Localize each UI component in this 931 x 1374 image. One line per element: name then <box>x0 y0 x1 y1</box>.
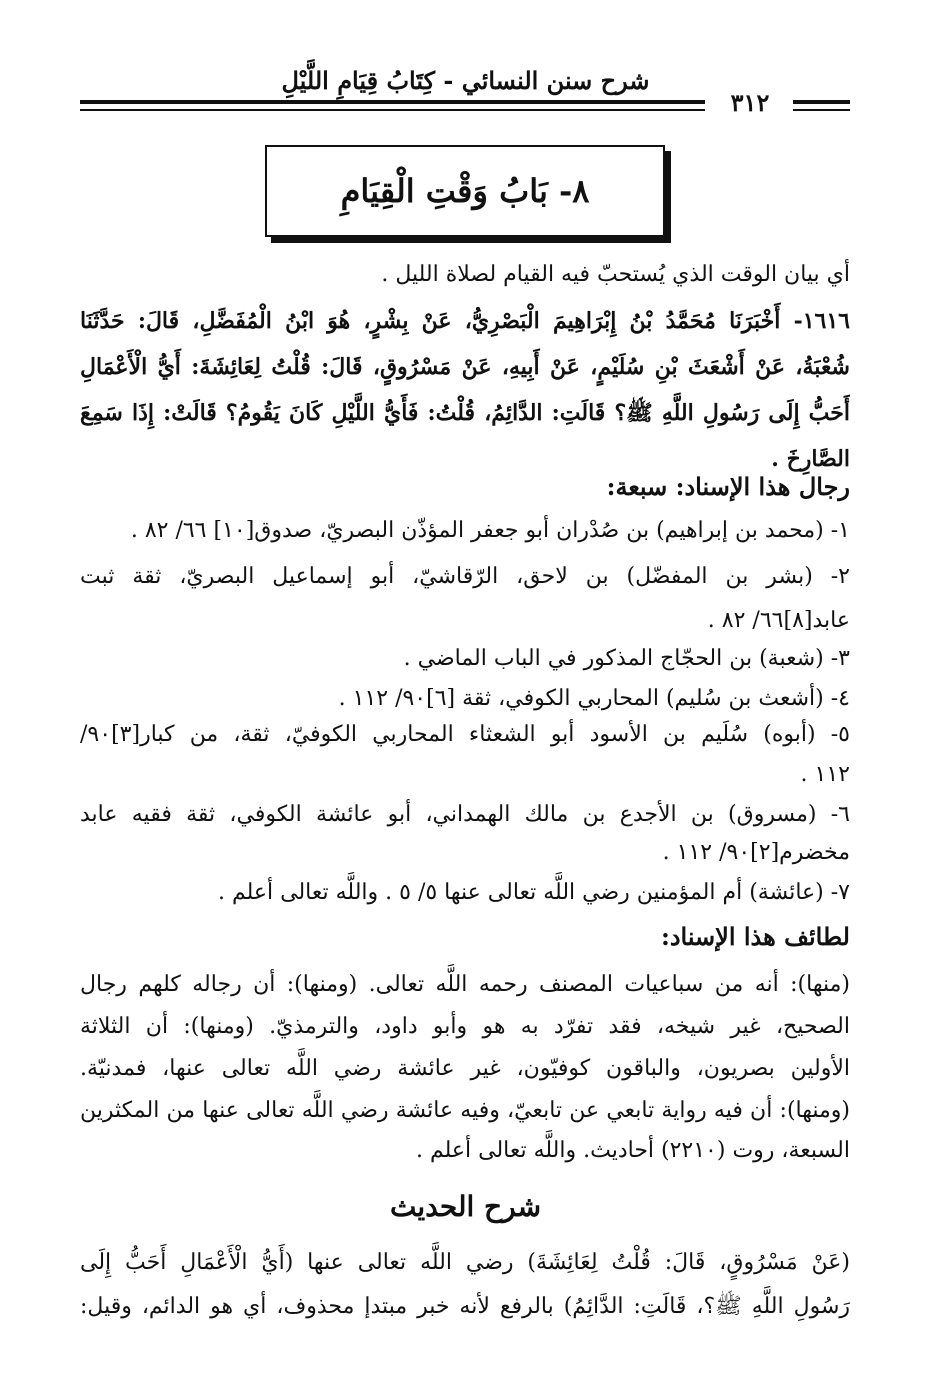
chapter-title-box <box>265 145 665 237</box>
subtleties-line: (ومنها): أن فيه رواية تابعي عن تابعيّ، وفيه عائشة رضي اللَّه تعالى عنها من المكثرين <box>80 1098 850 1123</box>
hadith-line: الصَّارِخَ . <box>771 446 850 472</box>
narrator-line: ٧- (عائشة) أم المؤمنين رضي اللَّه تعالى عنها ٥/ ٥ . واللَّه تعالى أعلم . <box>218 880 850 905</box>
commentary-line: رَسُولِ اللَّهِ ﷺ؟، قَالَتِ: الدَّائِمُ) بالرفع لأنه خبر مبتدإ محذوف، أي هو الدائم، وقيل: <box>80 1294 850 1319</box>
hadith-line: ١٦١٦- أَخْبَرَنَا مُحَمَّدُ بْنُ إِبْرَاهِيمَ الْبَصْرِيُّ، عَنْ بِشْرٍ، هُوَ ابْنُ الْمُفَضَّلِ، قَالَ: حَدَّثَنَا <box>80 308 850 334</box>
narrator-line: ١- (محمد بن إبراهيم) بن صُدْران أبو جعفر المؤذّن البصريّ، صدوق[١٠] ٦٦/ ٨٢ . <box>130 518 850 543</box>
narrator-line: ٣- (شعبة) بن الحجّاج المذكور في الباب الماضي . <box>403 646 850 671</box>
subtleties-line: الأولين بصريون، والباقون كوفيّون، غير عائشة رضي اللَّه تعالى عنها، فمدنيّة. <box>80 1056 850 1081</box>
commentary-heading: شرح الحديث <box>389 1190 542 1223</box>
narrators-heading: رجال هذا الإسناد: سبعة: <box>606 472 850 501</box>
intro-line: أي بيان الوقت الذي يُستحبّ فيه القيام لصلاة الليل . <box>381 262 850 287</box>
narrator-line: مخضرم[٢]٩٠/ ١١٢ . <box>662 840 850 865</box>
narrator-line: ٤- (أشعث بن سُليم) المحاربي الكوفي، ثقة [٦]٩٠/ ١١٢ . <box>338 686 850 711</box>
hadith-line: شُعْبَةُ، عَنْ أَشْعَثَ بْنِ سُلَيْمٍ، عَنْ أَبِيهِ، عَنْ مَسْرُوقٍ، قَالَ: قُلْتُ لِعَائِشَةَ: أَيُّ الْأَعْمَالِ <box>80 354 850 380</box>
subtleties-line: الصحيح، غير شيخه، فقد تفرّد به هو وأبو داود، والترمذيّ. (ومنها): أن الثلاثة <box>80 1014 850 1039</box>
header-rule-top <box>80 100 705 104</box>
narrator-line: ٢- (بشر بن المفضّل) بن لاحق، الرّقاشيّ، أبو إسماعيل البصريّ، ثقة ثبت <box>80 564 850 589</box>
narrator-line: عابد[٨]٦٦/ ٨٢ . <box>707 608 850 633</box>
hadith-line: أَحَبُّ إِلَى رَسُولِ اللَّهِ ﷺ؟ قَالَتِ: الدَّائِمُ، قُلْتُ: فَأَيُّ اللَّيْلِ كَانَ يَقُومُ؟ قَالَتْ: إِذَا سَمِعَ <box>80 400 850 426</box>
header-rule-bottom <box>80 109 705 111</box>
subtleties-heading: لطائف هذا الإسناد: <box>660 922 850 951</box>
subtleties-line: السبعة، روت (٢٢١٠) أحاديث. واللَّه تعالى أعلم . <box>415 1138 850 1163</box>
narrator-line: ٥- (أبوه) سُلَيم بن الأسود أبو الشعثاء المحاربي الكوفيّ، ثقة، من كبار[٣]٩٠/ <box>80 722 850 747</box>
page-number: ٣١٢ <box>730 88 770 117</box>
narrator-line: ١١٢ . <box>800 762 850 787</box>
chapter-title: ٨- بَابُ وَقْتِ الْقِيَامِ <box>340 172 590 210</box>
commentary-line: (عَنْ مَسْرُوقٍ، قَالَ: قُلْتُ لِعَائِشَةَ) رضي اللَّه تعالى عنها (أَيُّ الْأَعْمَالِ أَحَبُّ إِلَى <box>80 1250 850 1275</box>
header-rule-right-bottom <box>793 109 850 111</box>
header-rule-right-top <box>793 100 850 104</box>
running-title: شرح سنن النسائي - كِتَابُ قِيَامِ اللَّيْلِ <box>281 66 650 95</box>
narrator-line: ٦- (مسروق) بن الأجدع بن مالك الهمداني، أبو عائشة الكوفي، ثقة فقيه عابد <box>80 802 850 827</box>
subtleties-line: (منها): أنه من سباعيات المصنف رحمه اللَّه تعالى. (ومنها): أن رجاله كلهم رجال <box>80 972 850 997</box>
